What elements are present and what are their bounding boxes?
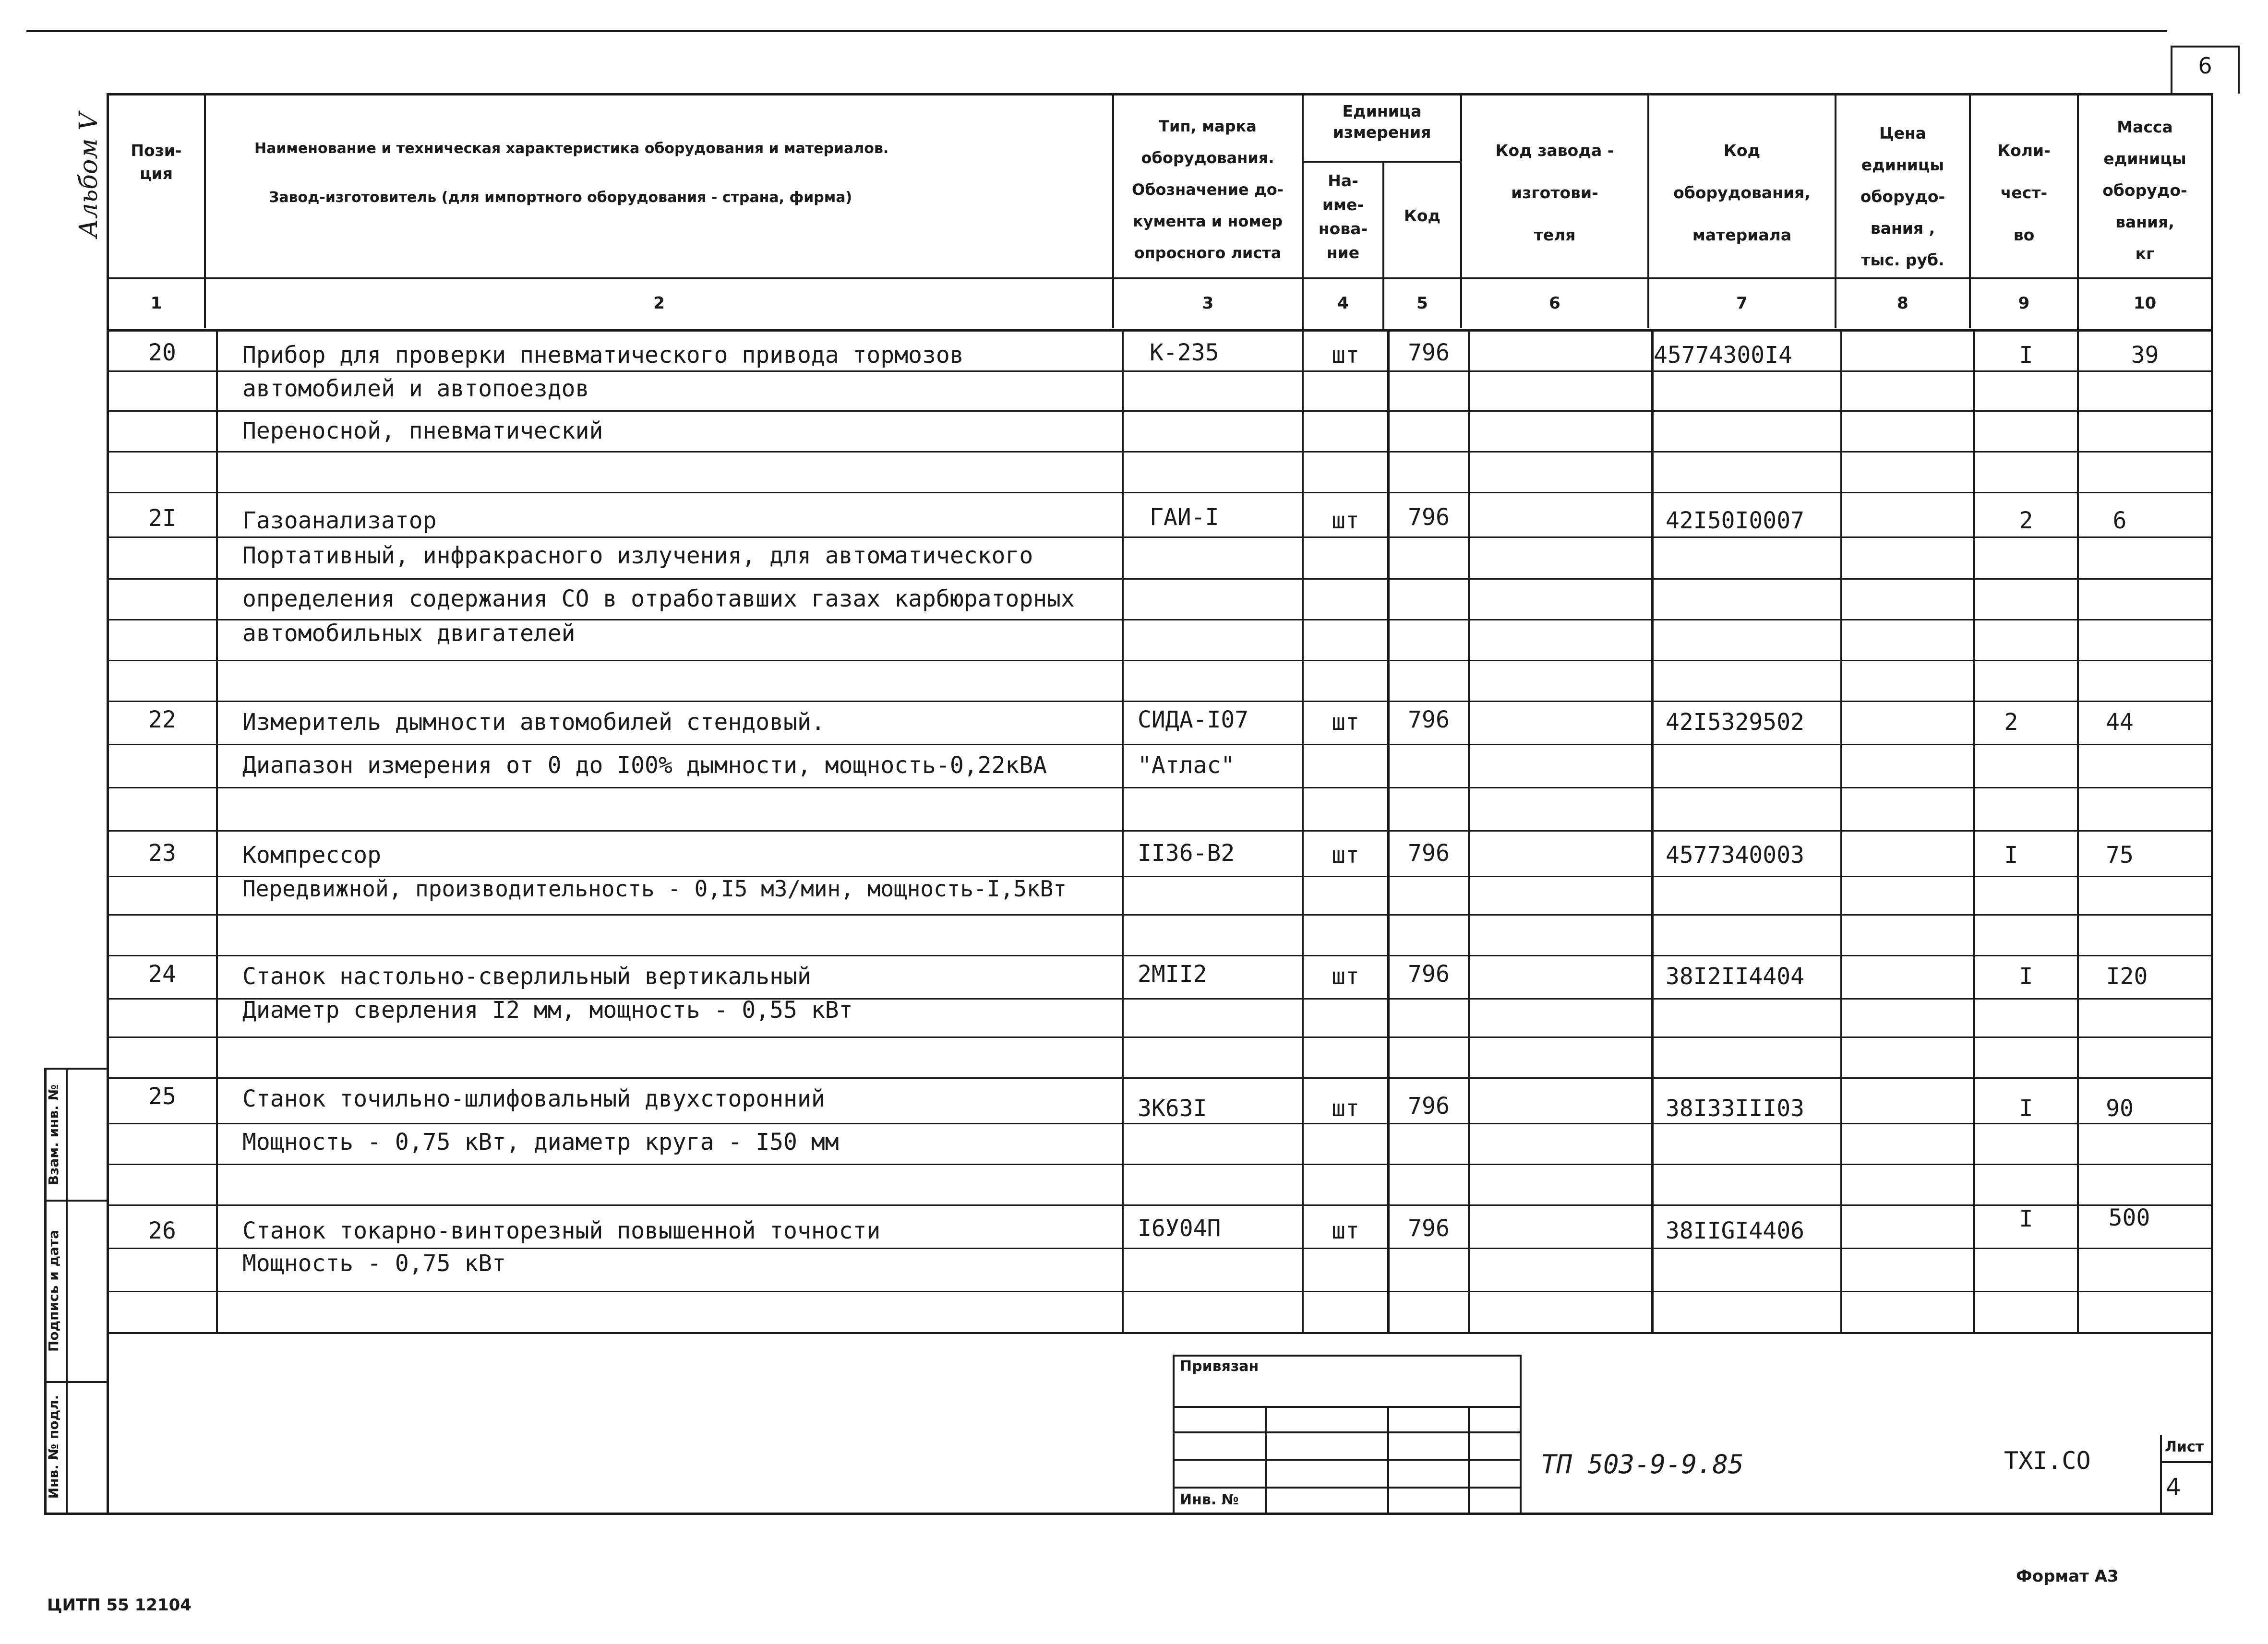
colnum-6: 6	[1549, 294, 1560, 313]
row-24-position: 24	[148, 961, 176, 988]
row-22-name: Измеритель дымности автомобилей стендовый.	[242, 709, 825, 736]
colnum-bottom-border	[108, 329, 2213, 332]
header-equipment-code: Код оборудования, материала	[1673, 141, 1811, 244]
row-21-description-1: Портативный, инфракрасного излучения, для автоматического	[242, 542, 1033, 569]
colnum-10: 10	[2133, 294, 2157, 313]
row-26-description: Мощность - 0,75 кВт	[242, 1250, 506, 1277]
row-line	[109, 451, 2211, 453]
row-25-unit: шт	[1332, 1095, 1359, 1122]
row-20-description: Переносной, пневматический	[242, 417, 603, 444]
album-label: Альбом V	[74, 112, 103, 238]
header-unit-group: Единица измерения	[1332, 102, 1431, 142]
row-line	[109, 1036, 2211, 1038]
row-26-mass: 500	[2108, 1204, 2150, 1231]
row-20-equipment-code: 45774300I4	[1654, 342, 1792, 369]
document-section: ТХI.СО	[2004, 1447, 2091, 1475]
row-20-mass: 39	[2131, 342, 2159, 369]
row-22-equipment-code: 42I5329502	[1666, 709, 1804, 736]
row-line	[109, 1164, 2211, 1165]
stamp-divider	[1265, 1406, 1267, 1514]
top-rule	[26, 30, 2167, 32]
page-number: 6	[2198, 53, 2212, 79]
row-line	[109, 1077, 2211, 1079]
side-label-inv-podl: Инв. № подл.	[46, 1394, 61, 1499]
row-20-name-cont: автомобилей и автопоездов	[242, 375, 589, 402]
row-22-position: 22	[148, 706, 176, 733]
row-23-equipment-code: 4577340003	[1666, 842, 1804, 869]
document-code: ТП 503-9-9.85	[1541, 1449, 1744, 1479]
unit-subheader-line	[1302, 161, 1461, 163]
row-25-type: 3К63I	[1138, 1095, 1207, 1122]
header-name-line2: Завод-изготовитель (для импортного оборудования - страна, фирма)	[269, 189, 852, 206]
row-line	[109, 536, 2211, 538]
row-line	[109, 492, 2211, 493]
header-mass: Масса единицы оборудо- вания, кг	[2102, 118, 2187, 263]
row-20-quantity: I	[2019, 342, 2033, 369]
stamp-privyazan: Привязан	[1180, 1358, 1259, 1375]
header-unit-name: На- име- нова- ние	[1318, 171, 1368, 262]
row-21-equipment-code: 42I50I0007	[1666, 507, 1804, 534]
side-strip-mid	[66, 1068, 68, 1515]
colnum-5: 5	[1416, 294, 1428, 313]
header-position: Пози- ция	[131, 141, 182, 183]
row-21-quantity: 2	[2019, 507, 2033, 534]
row-line	[109, 660, 2211, 661]
side-label-podpis: Подпись и дата	[46, 1229, 61, 1352]
row-23-name: Компрессор	[242, 842, 381, 869]
row-21-name: Газоанализатор	[242, 507, 437, 534]
sheet-number: 4	[2166, 1473, 2181, 1501]
row-26-position: 26	[148, 1217, 176, 1244]
row-22-type-maker: "Атлас"	[1138, 752, 1235, 779]
colnum-8: 8	[1897, 294, 1908, 313]
header-quantity: Коли- чест- во	[1997, 141, 2051, 244]
row-22-unit: шт	[1332, 709, 1359, 736]
row-24-equipment-code: 38I2II4404	[1666, 963, 1804, 990]
row-24-mass: I20	[2106, 963, 2148, 990]
row-24-unit: шт	[1332, 963, 1359, 990]
row-25-equipment-code: 38I33III03	[1666, 1095, 1804, 1122]
row-line	[109, 1291, 2211, 1292]
row-22-code: 796	[1408, 706, 1450, 733]
row-20-type: К-235	[1150, 339, 1219, 366]
colnum-9: 9	[2018, 294, 2030, 313]
row-21-code: 796	[1408, 504, 1450, 531]
row-22-quantity: 2	[2004, 709, 2018, 736]
header-unit-code: Код	[1404, 206, 1441, 225]
row-20-position: 20	[148, 339, 176, 366]
row-22-description: Диапазон измерения от 0 до I00% дымности, мощность-0,22кВА	[242, 752, 1047, 779]
header-type: Тип, марка оборудования. Обозначение до- кумента и номер опросного листа	[1132, 117, 1284, 262]
row-24-type: 2МII2	[1138, 961, 1207, 988]
colnum-3: 3	[1202, 294, 1214, 313]
row-20-name: Прибор для проверки пневматического привода тормозов	[242, 342, 964, 369]
row-25-position: 25	[148, 1083, 176, 1110]
footer-left: ЦИТП 55 12104	[47, 1596, 192, 1615]
row-line	[109, 830, 2211, 832]
row-line	[109, 914, 2211, 916]
row-25-quantity: I	[2019, 1095, 2033, 1122]
row-26-quantity: I	[2019, 1205, 2033, 1232]
row-line	[109, 410, 2211, 412]
row-24-code: 796	[1408, 961, 1450, 988]
frame-left-line	[107, 93, 109, 1513]
side-label-vzam: Взам. инв. №	[46, 1084, 61, 1186]
sheet-box-divider	[2160, 1461, 2212, 1463]
row-23-unit: шт	[1332, 842, 1359, 869]
sheet-box-left	[2160, 1435, 2162, 1514]
row-26-type: I6У04П	[1138, 1215, 1221, 1242]
row-22-type: СИДА-I07	[1138, 706, 1249, 733]
row-line	[109, 955, 2211, 956]
row-21-mass: 6	[2112, 507, 2127, 534]
row-24-description: Диаметр сверления I2 мм, мощность - 0,55 кВт	[242, 997, 853, 1024]
row-23-quantity: I	[2004, 842, 2018, 869]
header-factory-code: Код завода - изготови- теля	[1495, 141, 1614, 244]
row-26-unit: шт	[1332, 1217, 1359, 1244]
stamp-left	[1173, 1355, 1175, 1514]
footer-right: Формат А3	[2016, 1567, 2119, 1586]
stamp-top	[1174, 1355, 1522, 1357]
row-23-description: Передвижной, производительность - 0,I5 м3/мин, мощность-I,5кВт	[242, 876, 1067, 902]
row-26-code: 796	[1408, 1215, 1450, 1242]
row-line	[109, 701, 2211, 702]
row-line	[109, 1204, 2211, 1206]
stamp-divider	[1387, 1406, 1389, 1514]
row-26-equipment-code: 38IIGI4406	[1666, 1217, 1804, 1244]
row-26-name: Станок токарно-винторезный повышенной точности	[242, 1217, 881, 1244]
row-25-mass: 90	[2106, 1095, 2134, 1122]
row-line	[109, 787, 2211, 788]
row-24-name: Станок настольно-сверлильный вертикальный	[242, 963, 811, 990]
row-21-description-2: определения содержания СО в отработавших газах карбюраторных	[242, 585, 1075, 612]
colnum-1: 1	[150, 294, 162, 313]
table-bottom-border	[108, 1332, 2213, 1334]
colnum-4: 4	[1337, 294, 1349, 313]
row-25-description: Мощность - 0,75 кВт, диаметр круга - I50 мм	[242, 1129, 839, 1156]
colnum-7: 7	[1736, 294, 1748, 313]
row-line	[109, 370, 2211, 372]
table-top-border	[108, 93, 2213, 95]
header-price: Цена единицы оборудо- вания , тыс. руб.	[1860, 124, 1945, 269]
row-23-position: 23	[148, 840, 176, 867]
sheet-label: Лист	[2165, 1439, 2204, 1455]
header-name-line1: Наименование и техническая характеристика оборудования и материалов.	[254, 140, 889, 157]
row-22-mass: 44	[2106, 709, 2134, 736]
row-20-code: 796	[1408, 339, 1450, 366]
side-strip-top	[44, 1068, 109, 1070]
row-line	[109, 744, 2211, 745]
row-25-code: 796	[1408, 1093, 1450, 1120]
row-25-name: Станок точильно-шлифовальный двухсторонний	[242, 1085, 825, 1112]
side-strip-divider	[44, 1200, 109, 1202]
row-line	[109, 1123, 2211, 1124]
row-23-type: II36-В2	[1138, 840, 1235, 867]
stamp-divider	[1468, 1406, 1470, 1514]
frame-bottom-border	[46, 1513, 2213, 1515]
row-24-quantity: I	[2019, 963, 2033, 990]
page-box-top	[2171, 46, 2240, 48]
row-20-unit: шт	[1332, 342, 1359, 369]
row-23-code: 796	[1408, 840, 1450, 867]
row-21-type: ГАИ-I	[1150, 504, 1219, 531]
row-21-description-3: автомобильных двигателей	[242, 620, 576, 647]
row-line	[109, 578, 2211, 580]
row-21-position: 2I	[148, 505, 176, 532]
colnum-2: 2	[653, 294, 665, 313]
stamp-inv-no: Инв. №	[1180, 1491, 1239, 1508]
frame-right-line	[2211, 93, 2213, 1513]
row-21-unit: шт	[1332, 507, 1359, 534]
stamp-right	[1520, 1355, 1522, 1514]
row-23-mass: 75	[2106, 842, 2134, 869]
